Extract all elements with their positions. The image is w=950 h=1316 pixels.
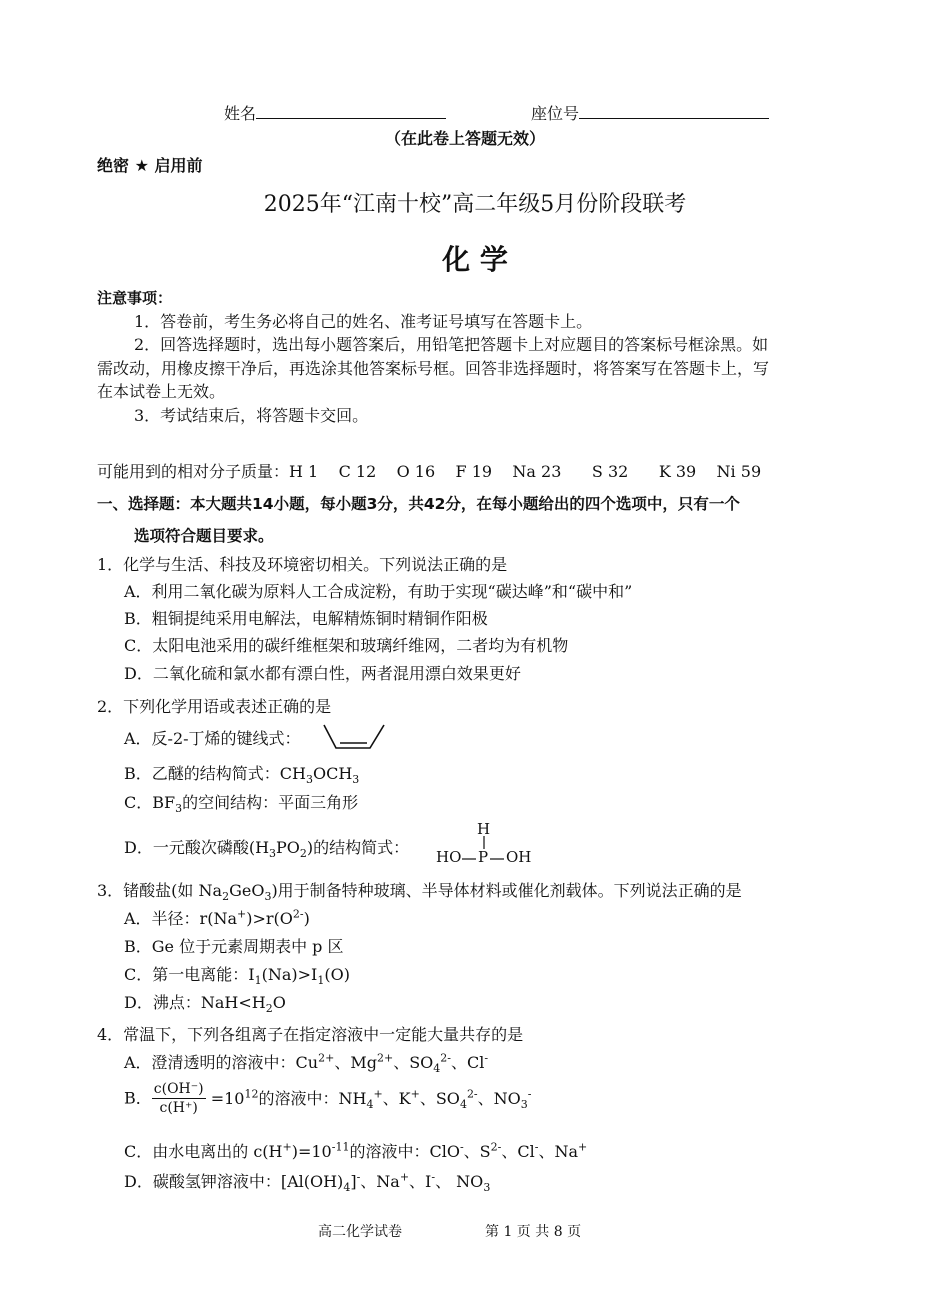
question-3-option-b: B．Ge 位于元素周期表中 p 区 [124, 937, 344, 956]
trans-2-butene-skeletal-icon [320, 722, 388, 754]
question-4-option-a: A．澄清透明的溶液中：$Cu^{2+}$、$Mg^{2+}$、$SO_4^{2-}$、Cl- [124, 1051, 489, 1076]
question-4-stem: 4．常温下，下列各组离子在指定溶液中一定能大量共存的是 [97, 1025, 524, 1044]
concentration-ratio: $\frac{c(OH^-)}{c(H^+)}$ [153, 1081, 204, 1116]
footer-subject: 高二化学试卷 [318, 1224, 402, 1240]
name-field-row [224, 102, 446, 124]
notice-item: 在本试卷上无效。 [97, 382, 226, 401]
question-1-option-b: B．粗铜提纯采用电解法，电解精炼铜时精铜作阳极 [124, 609, 488, 628]
notice-item: 3．考试结束后，将答题卡交回。 [134, 406, 369, 425]
section-heading: 一、选择题：本大题共14小题，每小题3分，共42分，在每小题给出的四个选项中，只有一个 [97, 495, 740, 513]
notice-item: 1．答卷前，考生务必将自己的姓名、准考证号填写在答题卡上。 [134, 312, 593, 331]
footer-page-number: 第 1 页 共 8 页 [485, 1224, 582, 1240]
question-2-option-a: A．反-2-丁烯的键线式： [124, 729, 301, 748]
question-2-stem: 2．下列化学用语或表述正确的是 [97, 697, 332, 716]
question-4-option-d: D．碳酸氢钾溶液中：$[Al(OH)_4]^-$、Na+、I-、 $NO_3$ [124, 1170, 491, 1195]
exam-title: 2025年“江南十校”高二年级5月份阶段联考 [263, 192, 687, 217]
ho-p-bond-icon [461, 857, 477, 861]
question-1-option-a: A．利用二氧化碳为原料人工合成淀粉，有助于实现“碳达峰”和“碳中和” [124, 582, 633, 601]
answer-invalid-note: （在此卷上答题无效） [385, 129, 546, 148]
seat-blank [579, 102, 769, 119]
notice-heading: 注意事项： [97, 289, 173, 307]
subject-title: 化 学 [442, 243, 508, 276]
question-2-option-d: D．一元酸次磷酸$(H_3PO_2)$的结构简式： [124, 838, 410, 861]
notice-item: 2．回答选择题时，选出每小题答案后，用铅笔把答题卡上对应题目的答案标号框涂黑。如 [134, 335, 769, 354]
question-4-option-b: B． $\frac{c(OH^-)}{c(H^+)}$ $=10^{12}$的溶液中：$NH_4^+$、K+、$SO_4^{2-}$、$NO_3^-$ [124, 1081, 532, 1116]
section-heading-cont: 选项符合题目要求。 [134, 527, 274, 545]
question-3-option-d: D．沸点：$NaH<H_2O$ [124, 993, 286, 1016]
question-2-option-c: C．$BF_3$的空间结构：平面三角形 [124, 793, 359, 816]
question-3-option-c: C．第一电离能：$I_1(Na)>I_1(O)$ [124, 965, 350, 988]
question-1-stem: 1．化学与生活、科技及环境密切相关。下列说法正确的是 [97, 555, 508, 574]
question-2-option-b: B．乙醚的结构简式：$CH_3OCH_3$ [124, 764, 360, 787]
relative-masses: 可能用到的相对分子质量：H 1 C 12 O 16 F 19 Na 23 S 32 K 39 Ni 59 [97, 462, 762, 481]
name-label: 姓名 [224, 104, 257, 123]
question-4-option-c: C．由水电离出的 $c(H^+)=10^{-11}$的溶液中：ClO-、$S^{2-}$、Cl-、Na+ [124, 1140, 588, 1161]
question-3-stem: 3．锗酸盐(如 $Na_2GeO_3$)用于制备特种玻璃、半导体材料或催化剂载体。下列说法正确的是 [97, 881, 742, 904]
question-1-option-d: D．二氧化硫和氯水都有漂白性，两者混用漂白效果更好 [124, 664, 521, 683]
seat-label: 座位号 [531, 104, 580, 123]
seat-field-row [531, 102, 769, 124]
question-1-option-c: C．太阳电池采用的碳纤维框架和玻璃纤维网，二者均为有机物 [124, 636, 569, 655]
secret-mark: 绝密 ★ 启用前 [97, 156, 203, 175]
name-blank [256, 102, 446, 119]
p-oh-bond-icon [489, 857, 505, 861]
notice-item: 需改动，用橡皮擦干净后，再选涂其他答案标号框。回答非选择题时，将答案写在答题卡上，写 [97, 359, 770, 378]
question-3-option-a: A．半径：$r(Na^+)>r(O^{2-})$ [124, 907, 310, 928]
